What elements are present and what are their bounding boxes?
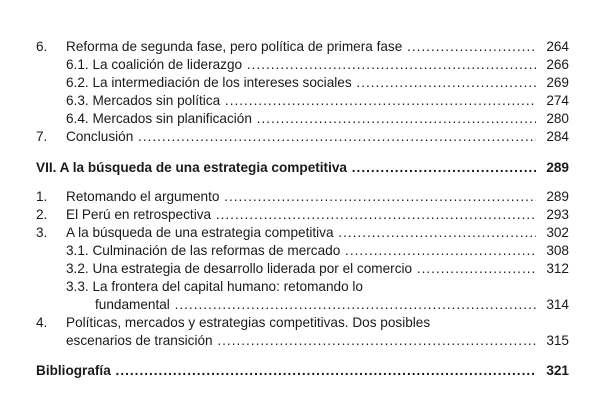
entry-number: 6. <box>36 39 48 54</box>
entry-title: 6.2. La intermediación de los intereses sociales ..... <box>66 74 536 92</box>
entry-page: 314 <box>543 296 569 314</box>
toc-entry <box>0 74 600 92</box>
entry-page: 321 <box>543 362 569 380</box>
entry-title: 3.3. La frontera del capital humano: retomando lo <box>66 279 363 294</box>
entry-page: 274 <box>543 92 569 110</box>
entry-page: 284 <box>543 128 569 146</box>
toc-entry-continuation <box>0 296 600 314</box>
entry-number: 3. <box>36 225 48 240</box>
toc-entry <box>0 38 600 56</box>
entry-page: 264 <box>543 38 569 56</box>
toc-entry-continuation <box>0 332 600 350</box>
entry-page: 280 <box>543 110 569 128</box>
entry-page: 293 <box>543 206 569 224</box>
toc-entry <box>0 92 600 110</box>
entry-title: 6.4. Mercados sin planificación ..... <box>66 110 536 128</box>
bibliography-title: Bibliografía ..... <box>36 362 536 380</box>
entry-title: 3.1. Culminación de las reformas de mercado ..... <box>66 242 536 260</box>
entry-title: 3.2. Una estrategia de desarrollo liderada por el comercio ..... <box>66 260 536 278</box>
entry-page: 266 <box>543 56 569 74</box>
entry-number: 1. <box>36 189 48 204</box>
entry-page: 308 <box>543 242 569 260</box>
entry-page: 315 <box>543 332 569 350</box>
toc-entry <box>0 224 600 242</box>
entry-page: 302 <box>543 224 569 242</box>
toc-bibliography <box>0 362 600 380</box>
toc-entry <box>0 314 600 332</box>
entry-title: Reforma de segunda fase, pero política de primera fase ..... <box>66 38 536 56</box>
toc-entry <box>0 278 600 296</box>
toc-entry <box>0 110 600 128</box>
entry-number: 2. <box>36 207 48 222</box>
entry-page: 289 <box>543 159 569 177</box>
toc-entry <box>0 206 600 224</box>
entry-title: El Perú en retrospectiva ..... <box>66 206 536 224</box>
entry-page: 289 <box>543 188 569 206</box>
toc-entry <box>0 128 600 146</box>
entry-page: 269 <box>543 74 569 92</box>
chapter-title: VII. A la búsqueda de una estrategia competitiva ..... <box>36 159 536 177</box>
entry-title: Retomando el argumento ..... <box>66 188 536 206</box>
entry-page: 312 <box>543 260 569 278</box>
entry-number: 4. <box>36 315 48 330</box>
entry-title: Políticas, mercados y estrategias competitivas. Dos posibles <box>66 315 431 330</box>
toc-entry <box>0 260 600 278</box>
toc-chapter-heading <box>0 159 600 177</box>
entry-title: 6.3. Mercados sin política ..... <box>66 92 536 110</box>
entry-title: 6.1. La coalición de liderazgo ..... <box>66 56 536 74</box>
entry-title: fundamental ..... <box>95 296 536 314</box>
toc-entry <box>0 242 600 260</box>
entry-number: 7. <box>36 129 48 144</box>
entry-title: escenarios de transición ..... <box>66 332 536 350</box>
toc-entry <box>0 188 600 206</box>
entry-title: A la búsqueda de una estrategia competitiva ..... <box>66 224 536 242</box>
entry-title: Conclusión ..... <box>66 128 536 146</box>
toc-entry <box>0 56 600 74</box>
